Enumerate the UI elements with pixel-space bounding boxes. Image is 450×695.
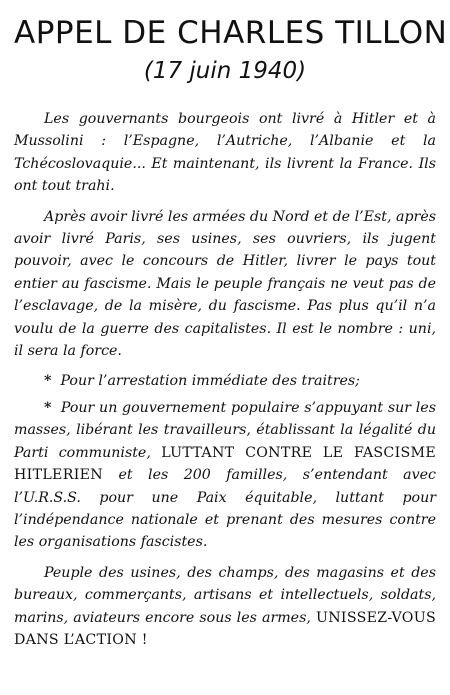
- bullet-item-arrest: [14, 370, 436, 392]
- asterisk-bullet-icon: *: [44, 373, 52, 390]
- document-title: APPEL DE CHARLES TILLON: [14, 15, 448, 51]
- bullet-text-caps: LUTTANT CONTRE LE FASCISME HITLERIEN: [14, 444, 436, 484]
- closing-text: Peuple des usines, des champs, des magasins et des bureaux, commerçants, artisans et intellectuels, soldats, marins, aviateurs encore sous les armes,: [14, 564, 436, 626]
- bullet-text-government-end: et les 200 familles, s’entendant avec l’U.R.S.S. pour une Paix équitable, luttant pour l’indépendance nationale et prenant des mesures contre les organisations fascistes.: [14, 467, 436, 551]
- bullet-text-government: Pour un gouvernement populaire s’appuyant sur les masses, libérant les travailleurs, établissant la légalité du Parti communiste,: [14, 399, 436, 461]
- closing-paragraph: [14, 562, 436, 652]
- document-body: [14, 108, 436, 651]
- bullet-item-government: [14, 397, 436, 554]
- paragraph-2: Après avoir livré les armées du Nord et de l’Est, après avoir livré Paris, ses usines, ses ouvriers, ils jugent pouvoir, avec le concours de Hitler, livrer le pays tout entier au fascisme. Mais le peuple français ne veut pas de l’esclavage, de la misère, du fascisme. Pas plus qu’il n’a voulu de la guerre des capitalistes. Il est le nombre : uni, il sera la force.: [14, 208, 436, 360]
- paragraph-1: Les gouvernants bourgeois ont livré à Hitler et à Mussolini : l’Espagne, l’Autriche, l’Albanie et la Tchécoslovaquie... Et maintenant, ils livrent la France. Ils ont tout trahi.: [14, 111, 436, 195]
- document-date: (17 juin 1940): [143, 58, 307, 84]
- bullet-text-arrest: Pour l’arrestation immédiate des traitres;: [60, 373, 360, 390]
- closing-call: UNISSEZ-VOUS DANS L’ACTION !: [14, 609, 436, 648]
- asterisk-bullet-icon: *: [44, 399, 52, 416]
